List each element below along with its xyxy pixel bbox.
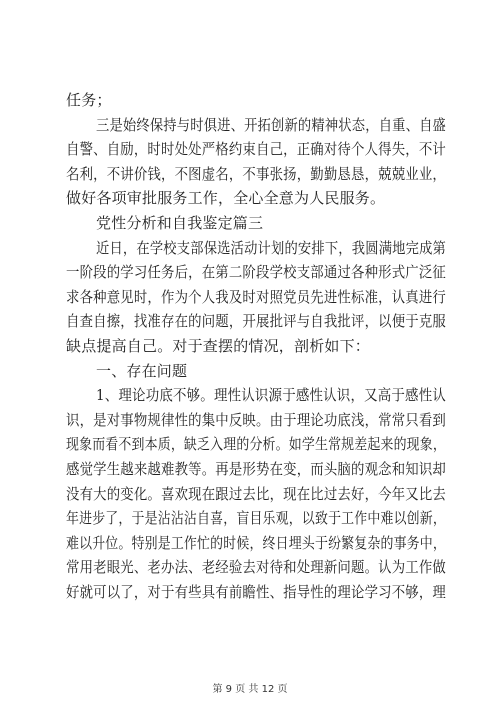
text-line: 难以升位。特别是工作忙的时候，终日埋头于纷繁复杂的事务中， bbox=[66, 533, 446, 552]
document-body bbox=[66, 88, 446, 604]
text-line: 感觉学生越来越难教等。再是形势在变，而头脑的观念和知识却 bbox=[66, 459, 446, 478]
text-line: 缺点提高自己。对于查摆的情况，剖析如下： bbox=[66, 336, 371, 355]
text-line: 好就可以了，对于有些具有前瞻性、指导性的理论学习不够，理 bbox=[66, 582, 446, 601]
text-line: 现象而看不到本质，缺乏入理的分析。如学生常规差起来的现象， bbox=[66, 435, 446, 454]
text-line: 自警、自励，时时处处严格约束自己，正确对待个人得失，不计 bbox=[66, 140, 446, 159]
page-number-footer: 第 9 页 共 12 页 bbox=[212, 684, 288, 695]
text-line: 识，是对事物规律性的集中反映。由于理论功底浅，常常只看到 bbox=[66, 410, 446, 429]
text-line: 近日，在学校支部保选活动计划的安排下，我圆满地完成第 bbox=[96, 238, 446, 257]
text-line: 求各种意见时，作为个人我及时对照党员先进性标准，认真进行 bbox=[66, 287, 446, 306]
text-line: 名利，不讲价钱，不图虚名，不事张扬，勤勤恳恳，兢兢业业， bbox=[66, 164, 446, 183]
text-line: 年进步了，于是沾沾沾自喜，盲目乐观，以致于工作中难以创新， bbox=[66, 509, 446, 528]
subsection-title: 一、存在问题 bbox=[96, 361, 188, 380]
text-line: 做好各项审批服务工作，全心全意为人民服务。 bbox=[66, 189, 386, 208]
text-line: 1、理论功底不够。理性认识源于感性认识，又高于感性认 bbox=[96, 386, 446, 405]
section-title: 党性分析和自我鉴定篇三 bbox=[96, 213, 264, 232]
text-line: 自查自擦，找准存在的问题，开展批评与自我批评，以便于克服 bbox=[66, 312, 446, 331]
text-line: 常用老眼光、老办法、老经验去对待和处理新问题。认为工作做 bbox=[66, 558, 446, 577]
text-line: 没有大的变化。喜欢现在跟过去比，现在比过去好，今年又比去 bbox=[66, 484, 446, 503]
text-line: 任务； bbox=[66, 91, 112, 109]
text-line: 一阶段的学习任务后，在第二阶段学校支部通过各种形式广泛征 bbox=[66, 263, 446, 282]
text-line: 三是始终保持与时俱进、开拓创新的精神状态，自重、自盛 bbox=[96, 115, 446, 134]
